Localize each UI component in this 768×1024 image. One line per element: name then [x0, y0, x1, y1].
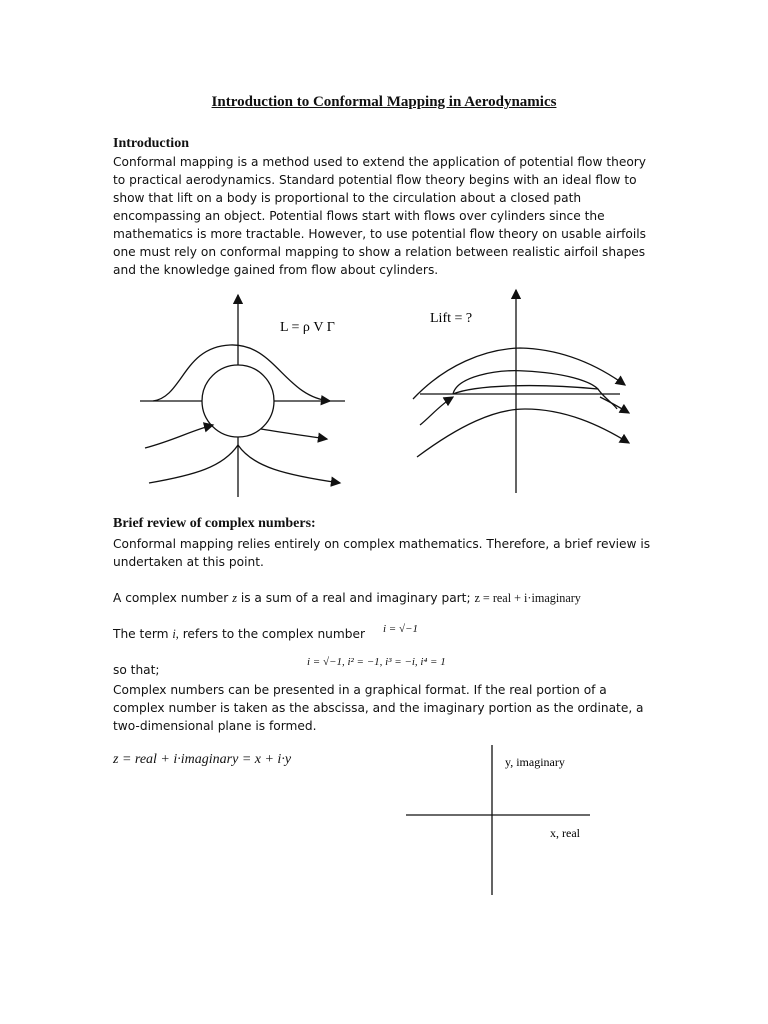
term-var: i,	[172, 627, 179, 641]
complex-number-line	[113, 591, 581, 606]
term-line	[113, 627, 365, 642]
cylinder-circle	[202, 365, 274, 437]
graph-paragraph: Complex numbers can be presented in a graphical format. If the real portion of a complex number is taken as the abscissa, and the imaginary portion as the ordinate, a two-dimensional plane is formed.	[113, 683, 644, 733]
streamline-bottom	[149, 445, 340, 483]
cylinder-lift-label: L = ρ V Γ	[280, 320, 335, 335]
term-equation: i = √−1	[383, 623, 418, 635]
review-heading: Brief review of complex numbers:	[113, 516, 316, 531]
airfoil-lower-surface	[453, 386, 598, 394]
review-paragraph: Conformal mapping relies entirely on complex mathematics. Therefore, a brief review is undertaken at this point.	[113, 537, 651, 569]
intro-heading: Introduction	[113, 136, 189, 151]
complex-line-rest: is a sum of a real and imaginary part;	[240, 591, 471, 605]
airfoil-shape	[453, 371, 617, 409]
z-equation: z = real + i·imaginary = x + i·y	[113, 752, 292, 767]
complex-line-eq: z = real + i·imaginary	[474, 591, 581, 605]
streamline-lower-right	[261, 429, 327, 439]
complex-line-var: z	[232, 591, 237, 605]
complex-line-text: A complex number	[113, 591, 229, 605]
airfoil-streamline-trailing	[600, 397, 629, 413]
so-that: so that;	[113, 663, 160, 677]
streamline-lower-left	[145, 425, 213, 448]
real-axis-label: x, real	[550, 826, 580, 840]
airfoil-flow-figure	[405, 285, 645, 500]
airfoil-streamline-bottom	[417, 409, 629, 457]
airfoil-lift-label: Lift = ?	[430, 311, 473, 326]
cylinder-flow-figure	[135, 285, 355, 505]
powers-equation: i = √−1, i² = −1, i³ = −i, i⁴ = 1	[307, 656, 446, 668]
term-post: refers to the complex number	[182, 627, 366, 641]
intro-paragraph: Conformal mapping is a method used to extend the application of potential flow theory to practical aerodynamics. Standard potential flow theory begins with an ideal flow to show that lift on a body is proportional to the circulation about a closed path encompassing an object. Potential flows start with flows over cylinders since the mathematics is more tractable. However, to use potential flow theory on usable airfoils one must rely on conformal mapping to show a relation between realistic airfoil shapes and the knowledge gained from flow about cylinders.	[113, 155, 647, 277]
page-title: Introduction to Conformal Mapping in Aerodynamics	[211, 94, 557, 110]
term-pre: The term	[113, 627, 169, 641]
complex-plane-figure	[400, 740, 600, 900]
airfoil-streamline-incoming	[420, 397, 453, 425]
imaginary-axis-label: y, imaginary	[505, 755, 565, 769]
airfoil-streamline-top	[413, 348, 625, 399]
